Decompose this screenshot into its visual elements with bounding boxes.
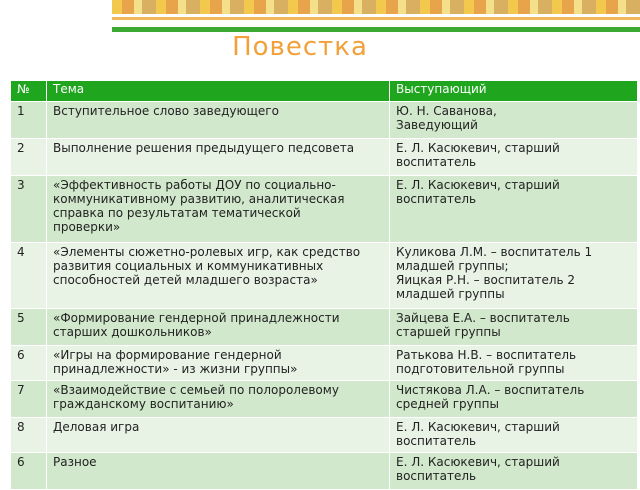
table-row: [11, 381, 638, 418]
row-topic: [47, 309, 390, 346]
topic-text: «Игры на формирование гендерной принадлежности» - из жизни группы»: [53, 348, 298, 376]
row-speaker: [390, 346, 638, 381]
row-speaker: [390, 453, 638, 490]
topic-text: «Формирование гендерной принадлежности старших дошкольников»: [53, 311, 340, 339]
decorative-orange-line: [112, 17, 640, 20]
header-topic: Тема: [47, 81, 390, 102]
row-number: 1: [11, 102, 47, 139]
header-row: [11, 81, 638, 102]
speaker-text: Зайцева Е.А. – воспитатель старшей группы: [396, 311, 570, 339]
topic-text: Разное: [53, 455, 97, 469]
table-row: [11, 243, 638, 309]
row-topic: [47, 102, 390, 139]
speaker-text: Е. Л. Касюкевич, старший воспитатель: [396, 455, 560, 483]
slide-title-text: Повестка: [232, 32, 368, 62]
table-row: [11, 418, 638, 453]
table-row: [11, 453, 638, 490]
row-topic: [47, 176, 390, 243]
table-row: [11, 139, 638, 176]
speaker-text: Е. Л. Касюкевич, старший воспитатель: [396, 141, 560, 169]
row-topic: [47, 243, 390, 309]
decorative-banner: [112, 0, 640, 17]
row-speaker: [390, 381, 638, 418]
topic-text: «Эффективность работы ДОУ по социально- коммуникативному развитию, аналитическая справка по результатам тематической проверки»: [53, 178, 345, 234]
row-speaker: [390, 309, 638, 346]
row-number: 5: [11, 309, 47, 346]
row-speaker: [390, 243, 638, 309]
table-row: [11, 346, 638, 381]
row-number: 7: [11, 381, 47, 418]
topic-text: Деловая игра: [53, 420, 140, 434]
slide-title: [0, 32, 600, 62]
row-speaker: [390, 418, 638, 453]
row-speaker: [390, 139, 638, 176]
speaker-text: Куликова Л.М. – воспитатель 1 младшей группы; Яицкая Р.Н. – воспитатель 2 младшей группы: [396, 245, 593, 301]
row-number: 3: [11, 176, 47, 243]
row-number: 6: [11, 346, 47, 381]
row-topic: [47, 139, 390, 176]
row-number: 4: [11, 243, 47, 309]
row-topic: [47, 418, 390, 453]
agenda-table-body: [11, 102, 638, 490]
row-speaker: [390, 102, 638, 139]
speaker-text: Чистякова Л.А. – воспитатель средней группы: [396, 383, 585, 411]
row-speaker: [390, 176, 638, 243]
topic-text: Выполнение решения предыдущего педсовета: [53, 141, 355, 155]
agenda-table: [10, 80, 638, 490]
row-number: 2: [11, 139, 47, 176]
speaker-text: Е. Л. Касюкевич, старший воспитатель: [396, 420, 560, 448]
row-number: 8: [11, 418, 47, 453]
table-row: [11, 309, 638, 346]
speaker-text: Ратькова Н.В. – воспитатель подготовительной группы: [396, 348, 577, 376]
topic-text: Вступительное слово заведующего: [53, 104, 279, 118]
topic-text: «Элементы сюжетно-ролевых игр, как средство развития социальных и коммуникативных способностей детей младшего возраста»: [53, 245, 361, 287]
row-topic: [47, 453, 390, 490]
speaker-text: Ю. Н. Саванова, Заведующий: [396, 104, 497, 132]
table-row: [11, 102, 638, 139]
row-topic: [47, 381, 390, 418]
table-row: [11, 176, 638, 243]
speaker-text: Е. Л. Касюкевич, старший воспитатель: [396, 178, 560, 206]
topic-text: «Взаимодействие с семьей по полоролевому гражданскому воспитанию»: [53, 383, 339, 411]
agenda-table-header: [11, 81, 638, 102]
header-speaker: Выступающий: [390, 81, 638, 102]
row-topic: [47, 346, 390, 381]
header-number: №: [11, 81, 47, 102]
row-number: 6: [11, 453, 47, 490]
